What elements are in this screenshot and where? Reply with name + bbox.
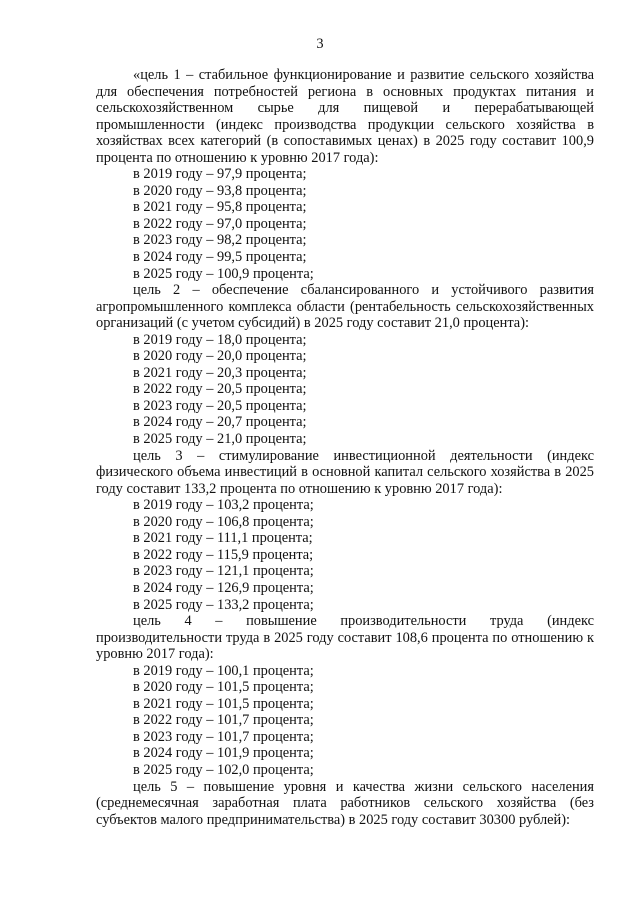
list-item: в 2022 году – 97,0 процента; [133,215,307,232]
list-item: в 2021 году – 101,5 процента; [133,695,314,712]
list-item: в 2021 году – 95,8 процента; [133,199,307,216]
list-item: в 2024 году – 126,9 процента; [133,579,314,596]
goal-5-paragraph: цель 5 – повышение уровня и качества жизни сельского населения (среднемесячная заработная плата работников сельского хозяйства (без субъектов малого предпринимательства) в 2025 году составит 30300 рублей): [96,778,594,828]
list-item: в 2023 году – 121,1 процента; [133,563,314,580]
goal-4-yearly-targets [96,663,594,779]
list-item: в 2025 году – 21,0 процента; [133,431,307,448]
list-item: в 2022 году – 101,7 процента; [133,712,314,729]
list-item: в 2019 году – 18,0 процента; [133,331,307,348]
list-item: в 2024 году – 101,9 процента; [133,745,314,762]
list-item: в 2023 году – 98,2 процента; [133,232,307,249]
list-item: в 2019 году – 97,9 процента; [133,166,307,183]
list-item: в 2021 году – 20,3 процента; [133,364,307,381]
list-item: в 2025 году – 102,0 процента; [133,761,314,778]
list-item: в 2020 году – 106,8 процента; [133,513,314,530]
list-item: в 2024 году – 99,5 процента; [133,249,307,266]
list-item: в 2021 году – 111,1 процента; [133,530,313,547]
list-item: в 2019 году – 100,1 процента; [133,662,314,679]
list-item: в 2023 году – 101,7 процента; [133,728,314,745]
goal-3-yearly-targets [96,497,594,613]
list-item: в 2020 году – 93,8 процента; [133,182,307,199]
list-item: в 2020 году – 20,0 процента; [133,348,307,365]
list-item: в 2023 году – 20,5 процента; [133,397,307,414]
list-item: в 2020 году – 101,5 процента; [133,679,314,696]
list-item: в 2022 году – 115,9 процента; [133,546,314,563]
list-item: в 2025 году – 133,2 процента; [133,596,314,613]
goal-1-paragraph: «цель 1 – стабильное функционирование и развитие сельского хозяйства для обеспечения потребностей региона в основных продуктах питания и сельскохозяйственном сырье для пищевой и перерабатывающей промышленности (индекс производства продукции сельского хозяйства в хозяйствах всех категорий (в сопоставимых ценах) в 2025 году составит 100,9 процента по отношению к уровню 2017 года): [96,67,594,166]
page-number: 3 [316,36,324,52]
goal-2-paragraph: цель 2 – обеспечение сбалансированного и устойчивого развития агропромышленного комплекса области (рентабельность сельскохозяйственных организаций (с учетом субсидий) в 2025 году составит 21,0 процента): [96,282,594,332]
goal-3-paragraph: цель 3 – стимулирование инвестиционной деятельности (индекс физического объема инвестиций в основной капитал сельского хозяйства в 2025 году составит 133,2 процента по отношению к уровню 2017 года): [96,447,594,497]
list-item: в 2019 году – 103,2 процента; [133,497,314,514]
list-item: в 2022 году – 20,5 процента; [133,381,307,398]
goal-1-yearly-targets [96,166,594,282]
goal-4-paragraph: цель 4 – повышение производительности труда (индекс производительности труда в 2025 году составит 108,6 процента по отношению к уровню 2017 года): [96,613,594,663]
goal-2-yearly-targets [96,332,594,448]
document-body [96,67,594,828]
list-item: в 2025 году – 100,9 процента; [133,265,314,282]
list-item: в 2024 году – 20,7 процента; [133,414,307,431]
